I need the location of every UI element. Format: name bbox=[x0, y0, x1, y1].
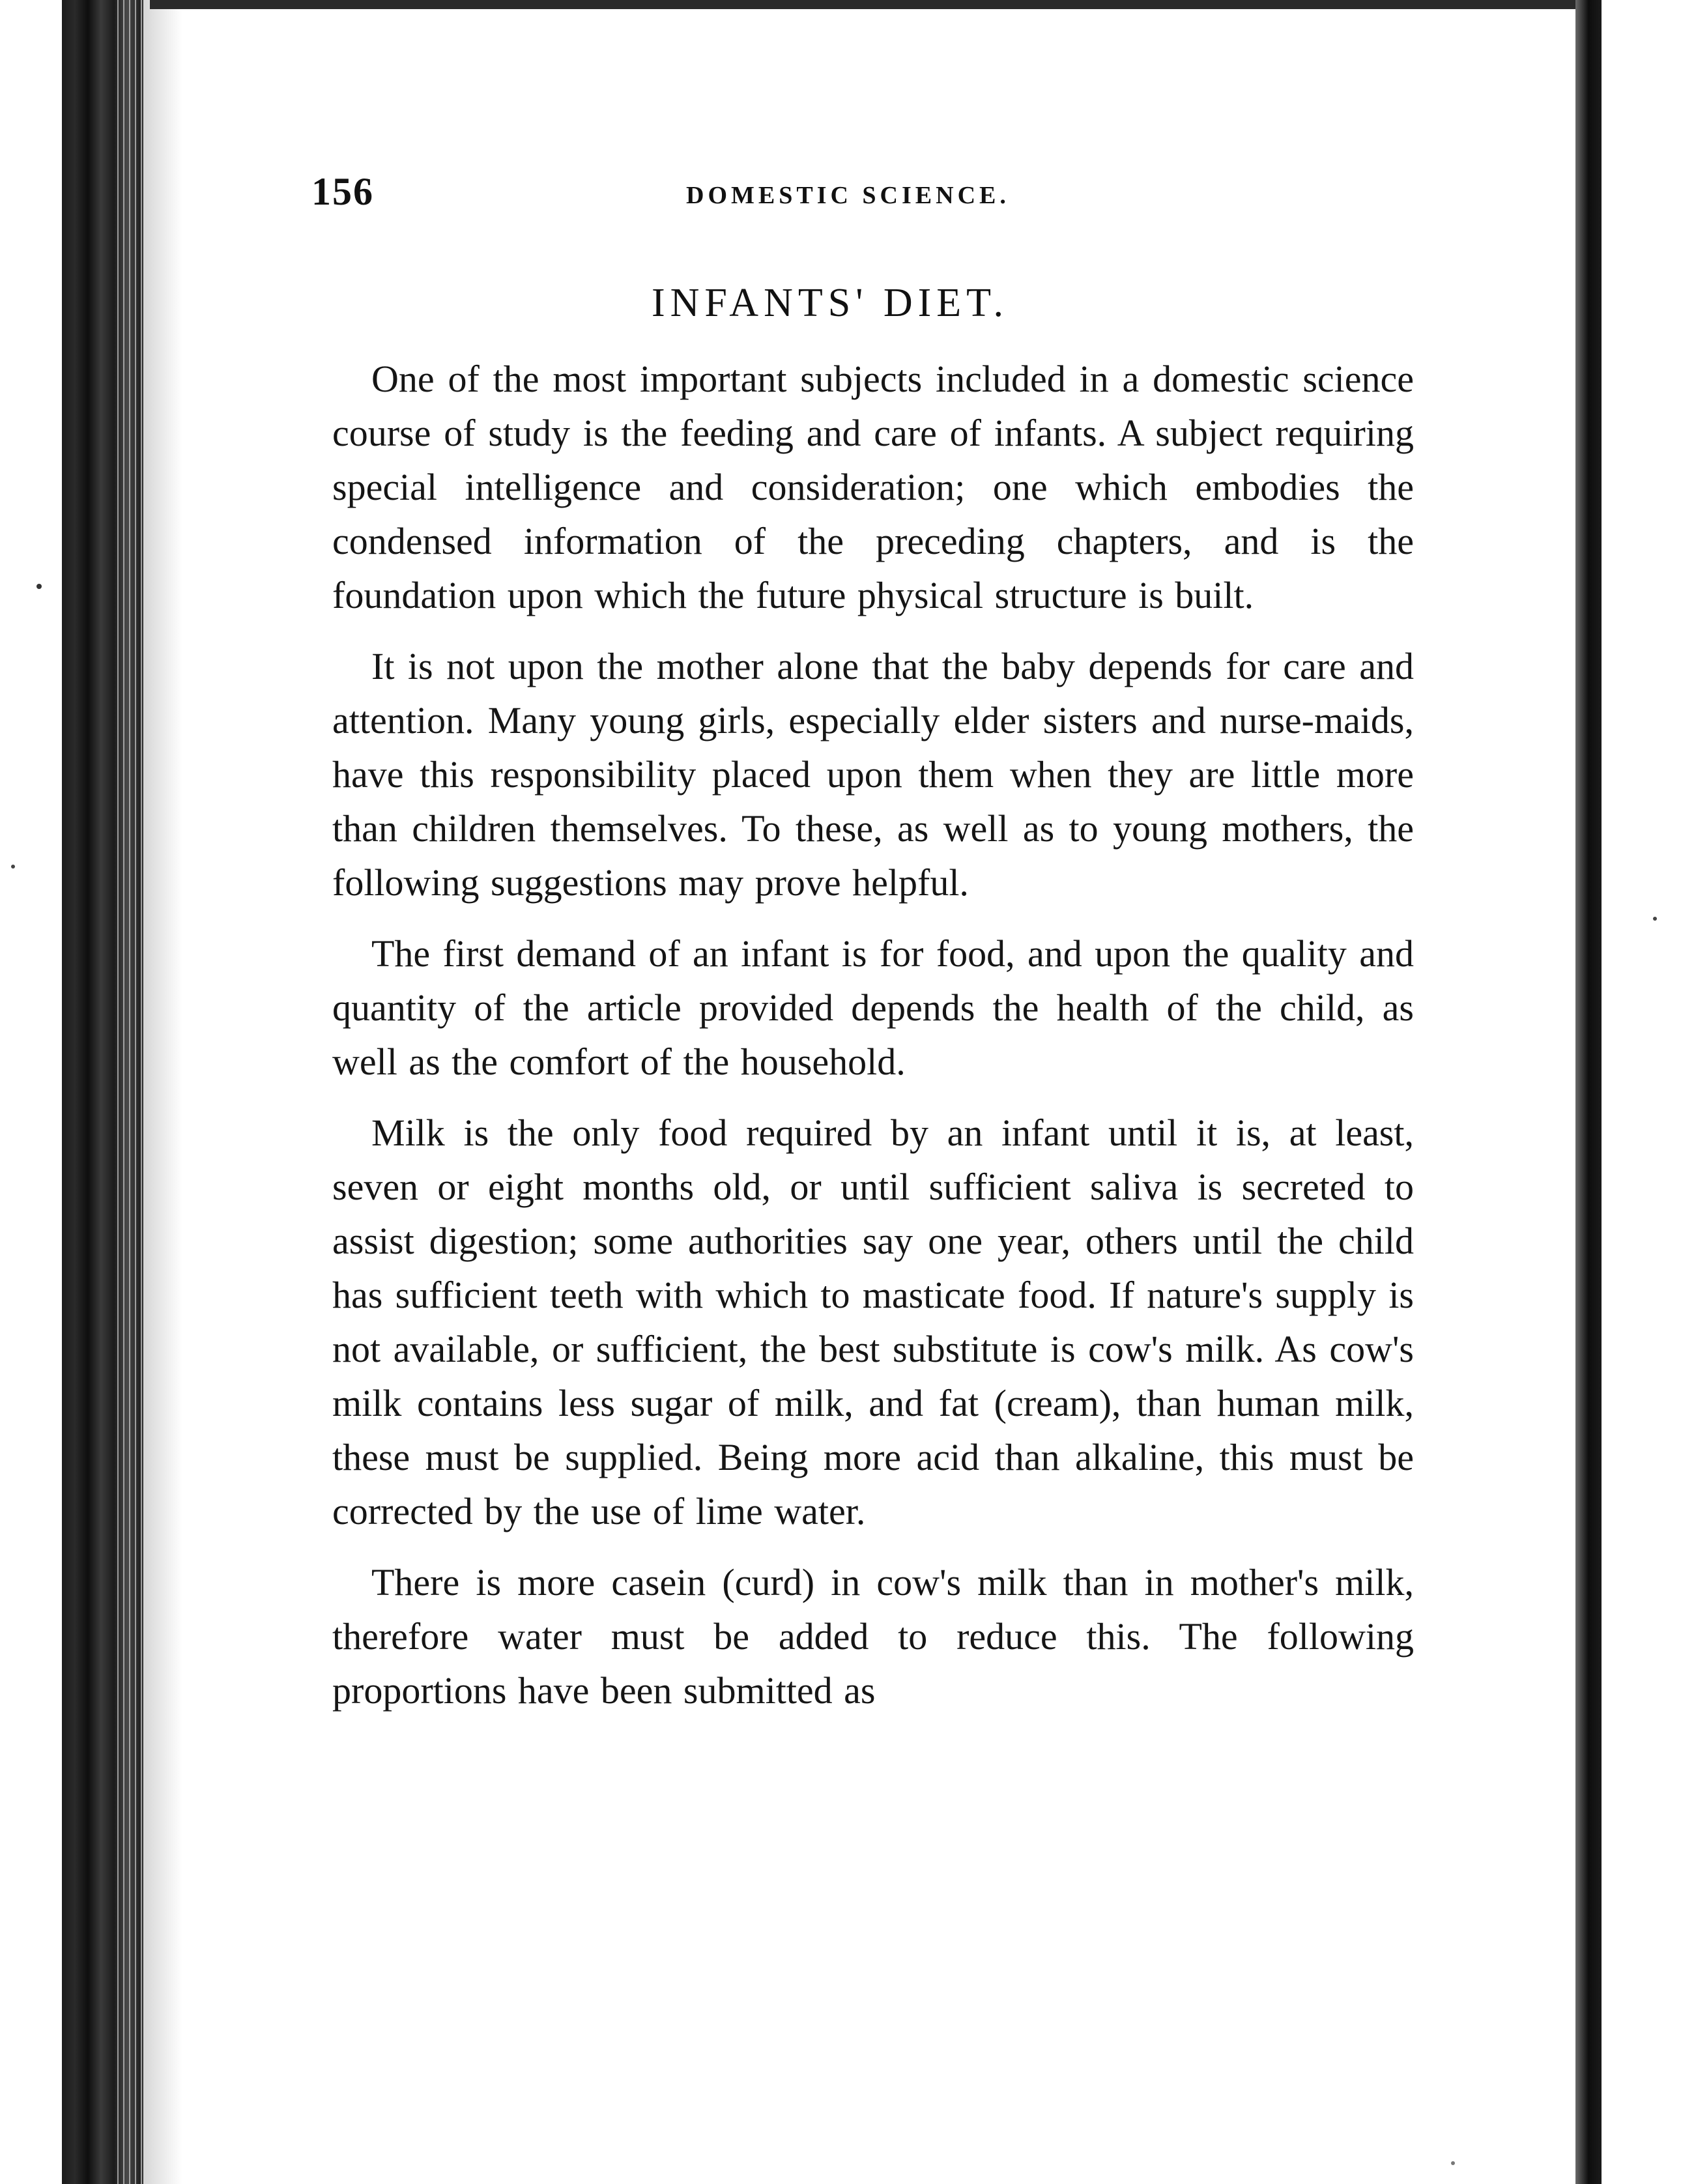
page-stack-edges bbox=[117, 0, 143, 2184]
chapter-title: INFANTS' DIET. bbox=[652, 281, 1009, 325]
gutter-shadow bbox=[143, 0, 182, 2184]
paragraph: It is not upon the mother alone that the baby depends for care and attention. Many young girls, especially elder sisters and nurse-maids, have this responsibility placed upon them when they are little more than children themselves. To these, as well as to young mothers, the following suggestions may prove helpful. bbox=[332, 645, 1414, 904]
top-edge bbox=[150, 0, 1577, 9]
page-number: 156 bbox=[311, 170, 374, 213]
paragraph: One of the most important subjects included in a domestic science course of study is the feeding and care of infants. A subject requiring special intelligence and consideration; one which embodies the condensed information of the preceding chapters, and is the foundation upon which the future physical structure is built. bbox=[332, 358, 1414, 616]
facing-page-edge bbox=[1575, 0, 1602, 2184]
body-text bbox=[332, 352, 1414, 1734]
paragraph: There is more casein (curd) in cow's milk than in mother's milk, therefore water must be added to reduce this. The following proportions have been submitted as bbox=[332, 1561, 1414, 1712]
running-header bbox=[311, 169, 1419, 222]
paragraph: The first demand of an infant is for food, and upon the quality and quantity of the article provided depends the health of the child, as well as the comfort of the household. bbox=[332, 932, 1414, 1083]
running-head-title: DOMESTIC SCIENCE. bbox=[686, 182, 1010, 209]
paragraph: Milk is the only food required by an infant until it is, at least, seven or eight months old, or until sufficient saliva is secreted to assist digestion; some authorities say one year, others until the child has sufficient teeth with which to masticate food. If nature's supply is not available, or sufficient, the best substitute is cow's milk. As cow's milk contains less sugar of milk, and fat (cream), than human milk, these must be supplied. Being more acid than alkaline, this must be corrected by the use of lime water. bbox=[332, 1112, 1414, 1532]
